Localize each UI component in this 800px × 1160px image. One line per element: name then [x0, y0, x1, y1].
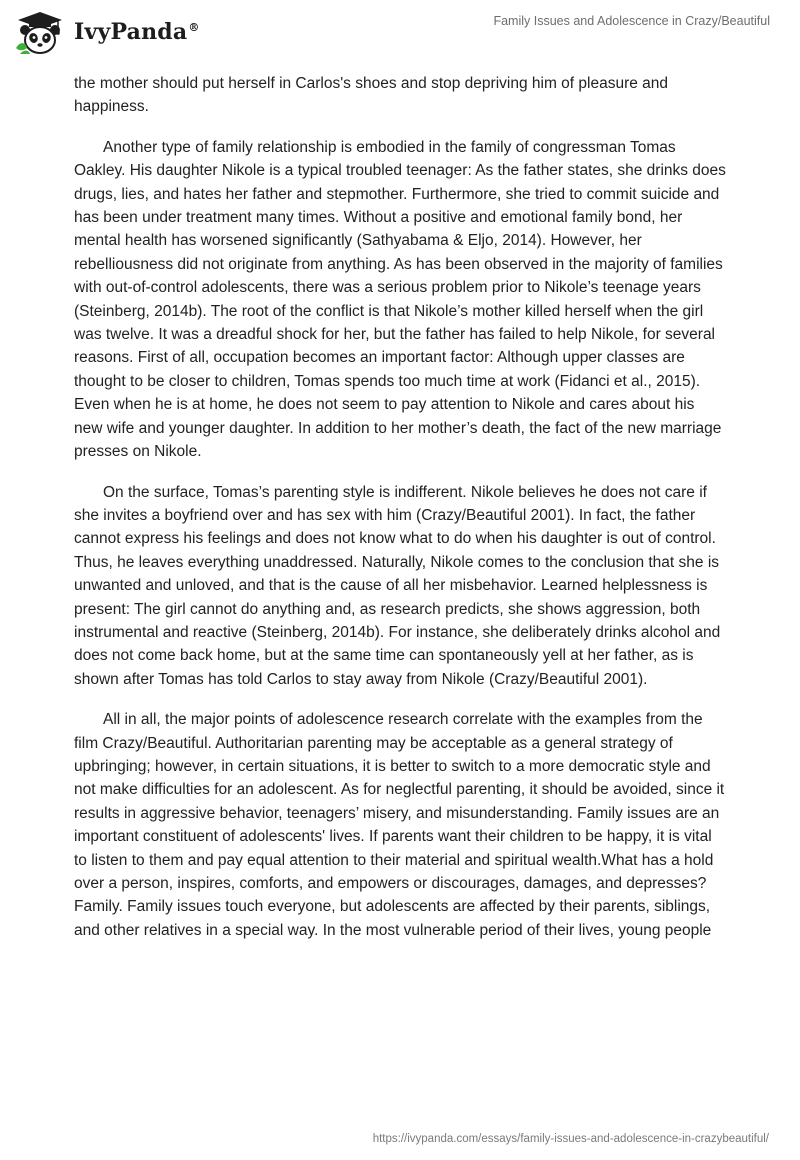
essay-body: [74, 72, 726, 959]
paragraph-continuation: the mother should put herself in Carlos's shoes and stop depriving him of pleasure and happiness.: [74, 75, 669, 116]
paragraph-conclusion: All in all, the major points of adolescence research correlate with the examples from the film Crazy/Beautiful. Authoritarian parenting may be acceptable as a general strategy of upbringing; however, in certain situations, it is better to switch to a more democratic style and not make difficulties for an adolescent. As for neglectful parenting, it should be avoided, since it results in aggressive behavior, teenagers’ misery, and misunderstanding. Family issues are an important constituent of adolescents' lives. If parents want their children to be happy, it is vital to listen to them and pay equal attention to their material and spiritual wealth.What has a hold over a person, inspires, comforts, and empowers or discourages, damages, and depresses? Family. Family issues touch everyone, but adolescents are affected by their parents, siblings, and other relatives in a special way. In the most vulnerable period of their lives, young people: [74, 711, 725, 939]
panda-graduate-icon: [14, 8, 66, 56]
logo-wordmark: IvyPanda®: [74, 19, 200, 45]
paragraph-oakley-family: Another type of family relationship is embodied in the family of congressman Tomas Oakley. His daughter Nikole is a typical troubled teenager: As the father states, she drinks does drugs, lies, and hates her father and stepmother. Furthermore, she tried to commit suicide and has been under treatment many times. Without a positive and emotional family bond, her mental health has worsened significantly (Sathyabama & Eljo, 2014). However, her rebelliousness did not originate from anything. As has been observed in the majority of families with out-of-control adolescents, there was a serious problem prior to Nikole’s teenage years (Steinberg, 2014b). The root of the conflict is that Nikole’s mother killed herself when the girl was twelve. It was a dreadful shock for her, but the father has failed to help Nikole, for several reasons. First of all, occupation becomes an important factor: Although upper classes are thought to be closer to children, Tomas spends too much time at work (Fidanci et al., 2015). Even when he is at home, he does not seem to pay attention to Nikole and cares about his new wife and younger daughter. In addition to her mother’s death, the fact of the new marriage presses on Nikole.: [74, 138, 726, 461]
ivypanda-logo[interactable]: [14, 8, 200, 56]
running-title: Family Issues and Adolescence in Crazy/Beautiful: [493, 14, 770, 28]
paragraph-parenting-style: On the surface, Tomas’s parenting style is indifferent. Nikole believes he does not care if she invites a boyfriend over and has sex with him (Crazy/Beautiful 2001). In fact, the father cannot express his feelings and does not know what to do when his daughter is out of control. Thus, he leaves everything unaddressed. Naturally, Nikole comes to the conclusion that she is unwanted and unloved, and that is the cause of all her misbehavior. Learned helplessness is present: The girl cannot do anything and, as research predicts, she shows aggression, both instrumental and reactive (Steinberg, 2014b). For instance, she deliberately drinks alcohol and does not come back home, but at the same time can spontaneously yell at her father, as is shown after Tomas has told Carlos to stay away from Nikole (Crazy/Beautiful 2001).: [74, 483, 721, 688]
source-url[interactable]: https://ivypanda.com/essays/family-issues-and-adolescence-in-crazybeautiful/: [372, 1133, 769, 1145]
page-header: [0, 0, 800, 66]
